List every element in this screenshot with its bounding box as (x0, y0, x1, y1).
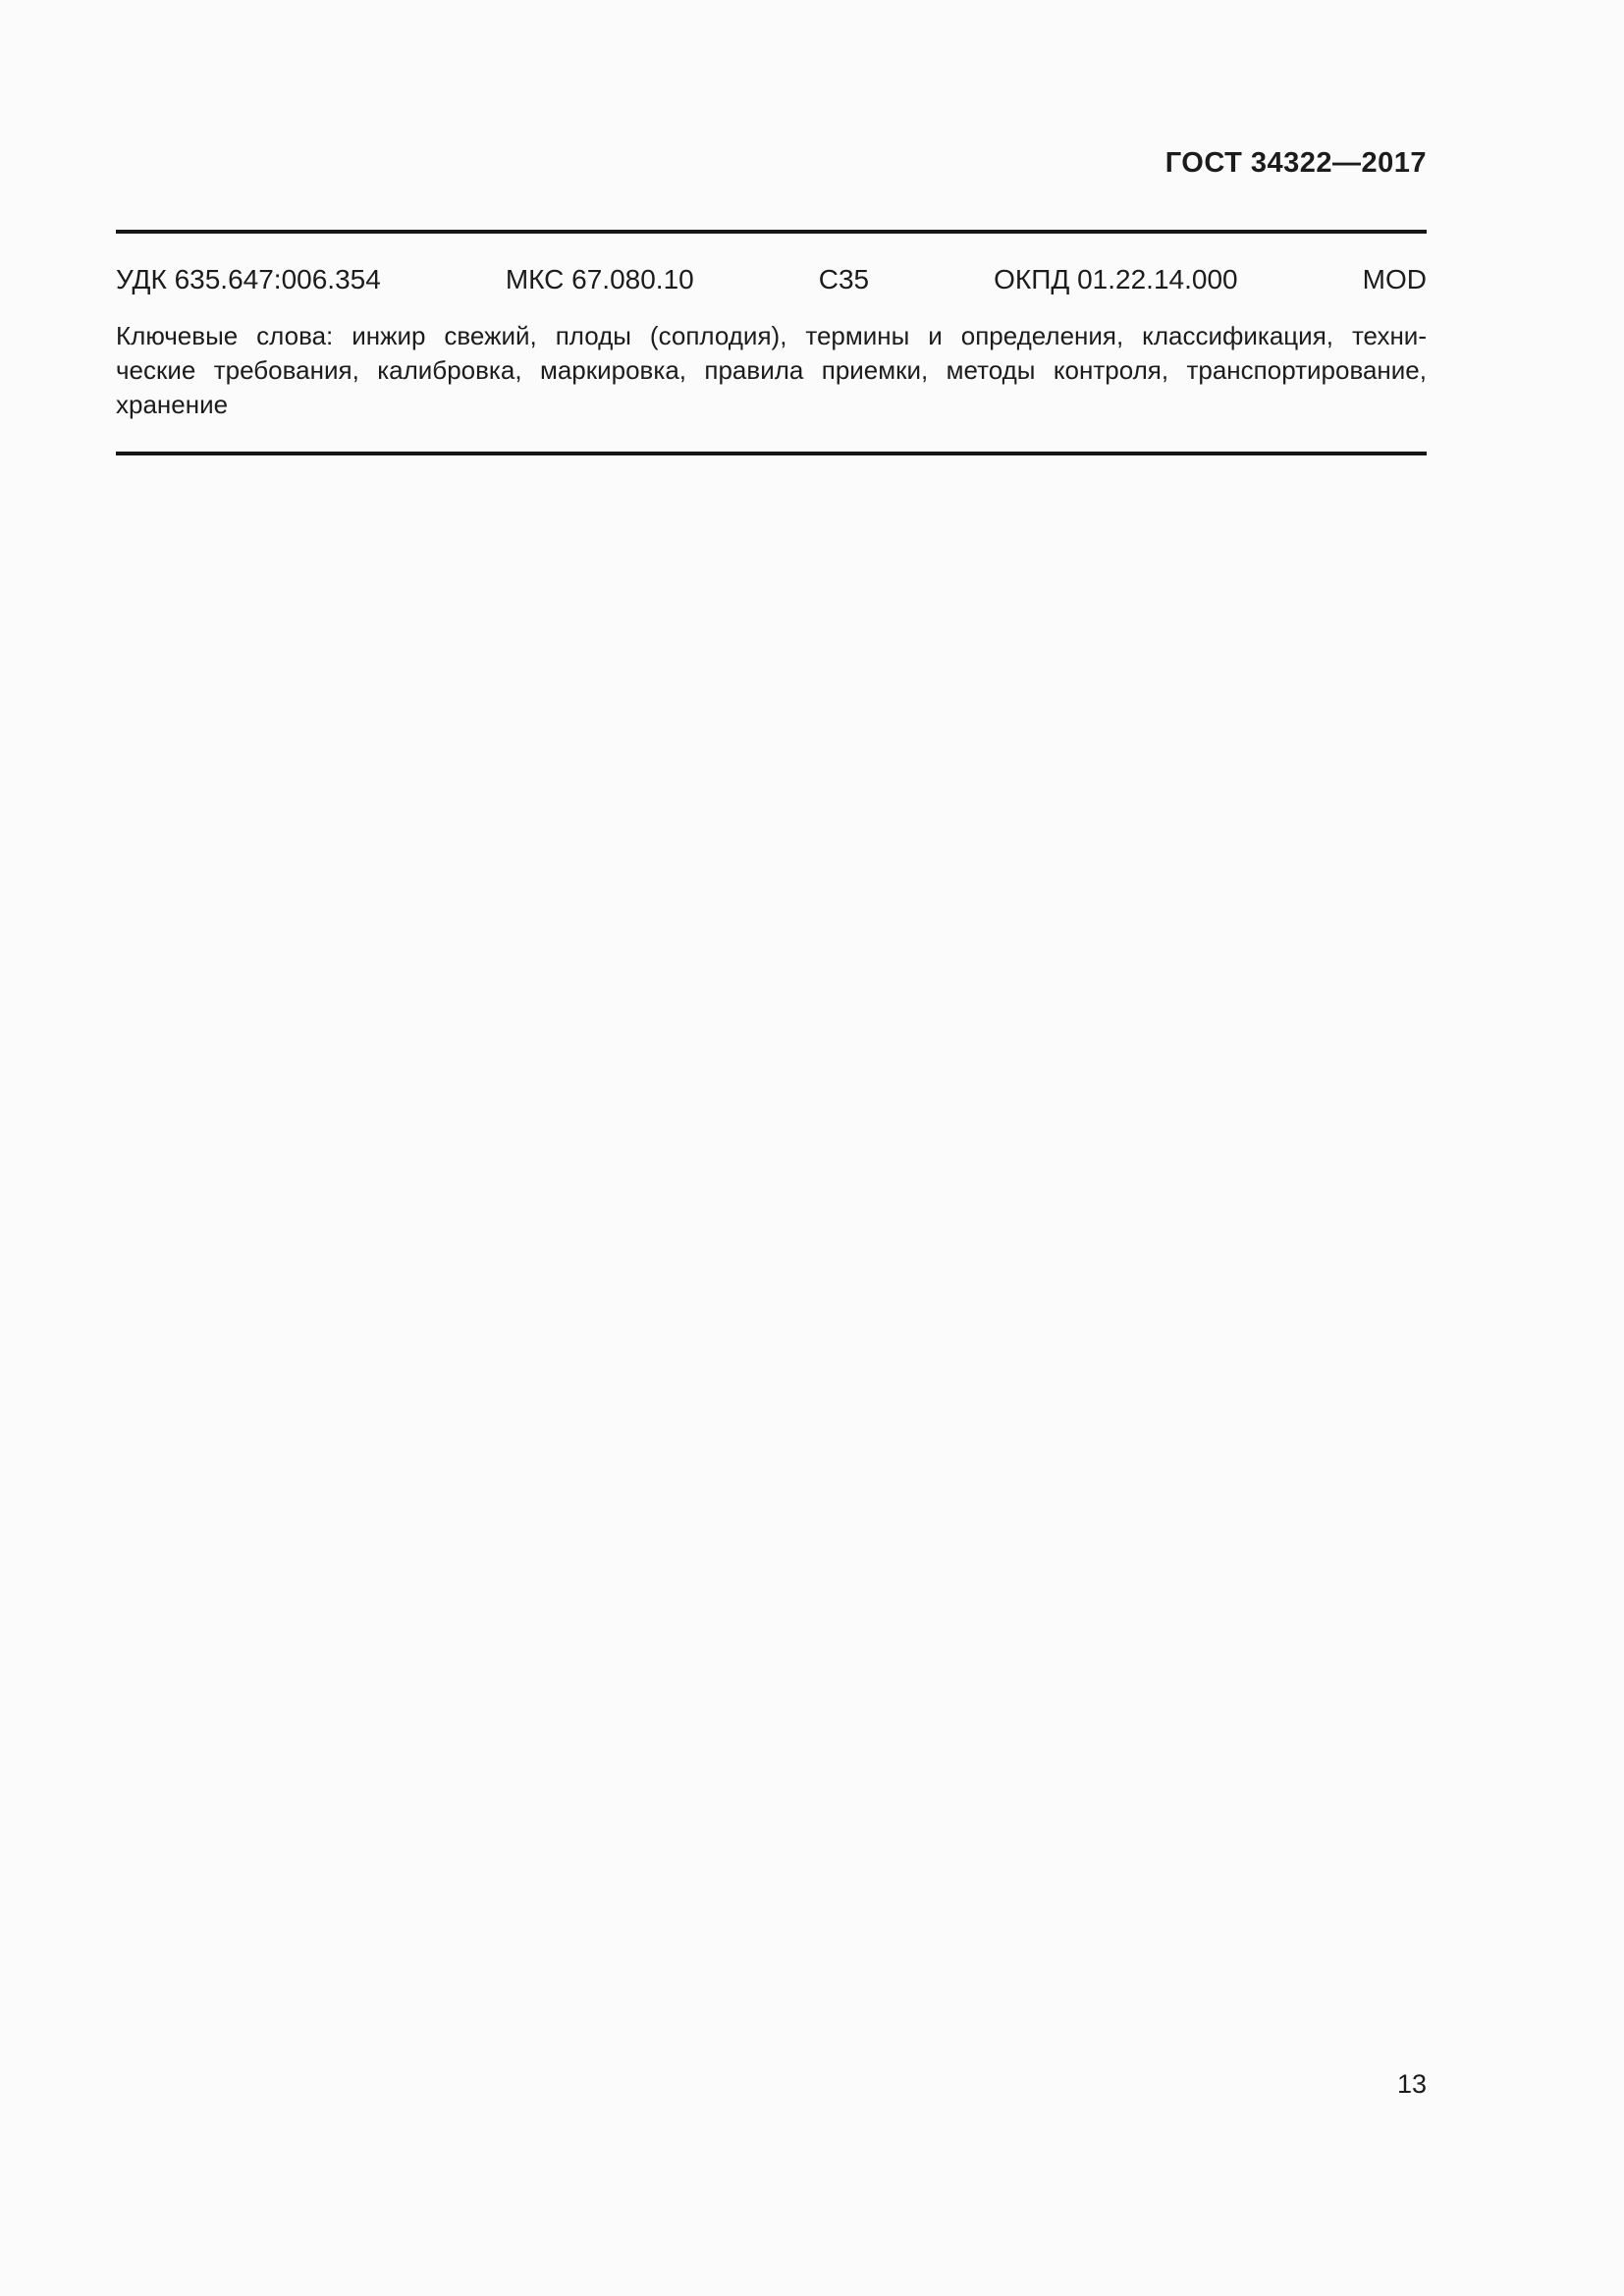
keywords-paragraph (116, 319, 1427, 422)
footer-rule (116, 452, 1427, 455)
header-rule (116, 230, 1427, 234)
udk-code: УДК 635.647:006.354 (116, 264, 381, 294)
okpd-code: ОКПД 01.22.14.000 (994, 264, 1238, 294)
group-code: С35 (818, 264, 870, 294)
mks-code: МКС 67.080.10 (505, 264, 694, 294)
adoption-marker: MOD (1362, 264, 1427, 294)
keywords-line-2: ческие требования, калибровка, маркировка, правила приемки, методы контроля, транспортирование, (116, 355, 1427, 385)
keywords-line-3: хранение (116, 390, 229, 419)
classification-row (116, 264, 1427, 295)
page-number: 13 (1396, 2069, 1427, 2099)
standard-number-heading: ГОСТ 34322—2017 (1164, 147, 1427, 179)
keywords-line-1: Ключевые слова: инжир свежий, плоды (соплодия), термины и определения, классификация, техни- (116, 321, 1427, 350)
